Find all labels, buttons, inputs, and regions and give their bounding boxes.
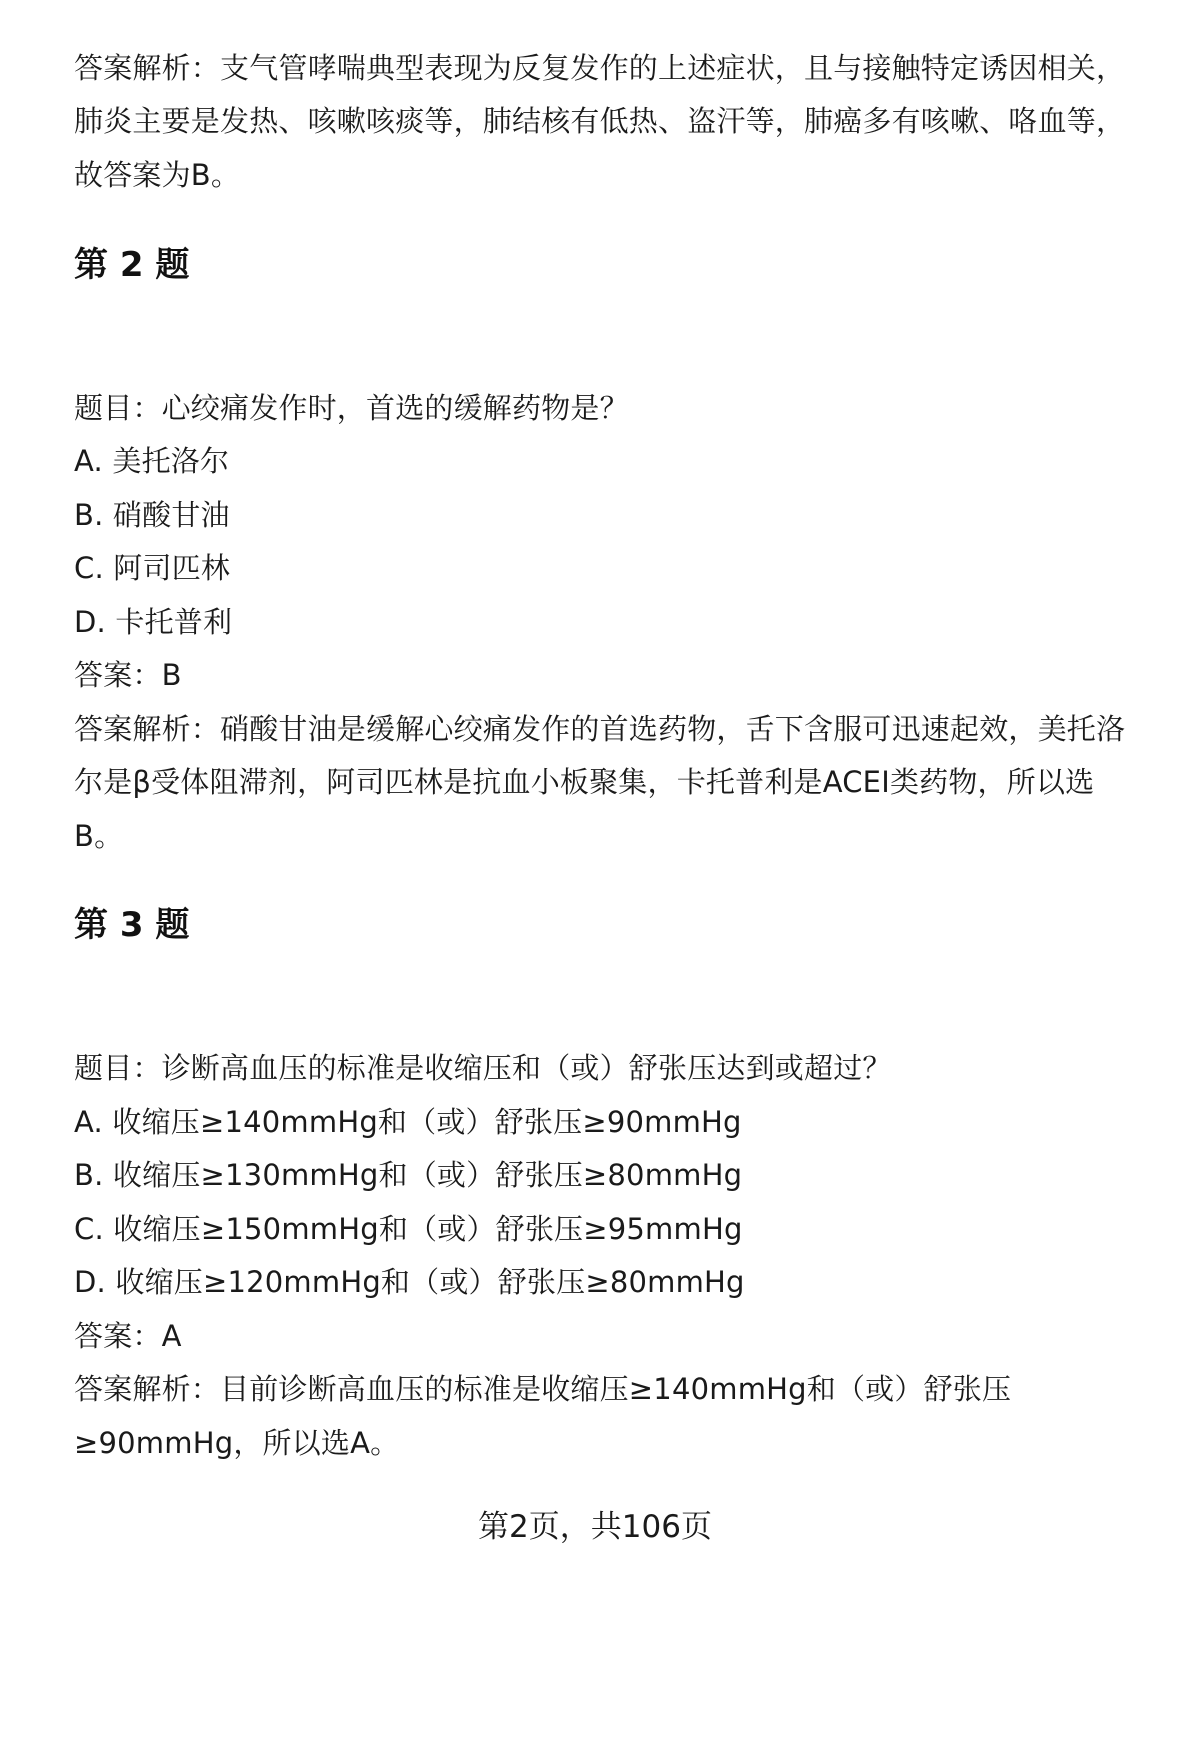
q2-explanation-line-1: 答案解析：硝酸甘油是缓解心绞痛发作的首选药物，舌下含服可迅速起效，美托洛: [74, 712, 1126, 746]
q3-heading: 第 3 题: [74, 905, 190, 945]
q3-answer: 答案：A: [74, 1319, 182, 1353]
q2-question: 题目：心绞痛发作时，首选的缓解药物是？: [74, 391, 629, 425]
q3-explanation-line-1: 答案解析：目前诊断高血压的标准是收缩压≥140mmHg和（或）舒张压: [74, 1372, 1012, 1406]
q2-option-c: C. 阿司匹林: [74, 551, 231, 585]
q2-option-a: A. 美托洛尔: [74, 444, 230, 478]
q1-explanation-line-2: 肺炎主要是发热、咳嗽咳痰等，肺结核有低热、盗汗等，肺癌多有咳嗽、咯血等，: [74, 104, 1126, 138]
q2-explanation-line-3: B。: [74, 819, 124, 853]
q3-explanation-line-2: ≥90mmHg，所以选A。: [74, 1426, 400, 1460]
q2-heading: 第 2 题: [74, 245, 190, 285]
q2-explanation-line-2: 尔是β受体阻滞剂，阿司匹林是抗血小板聚集，卡托普利是ACEI类药物，所以选: [74, 765, 1095, 799]
q2-option-b: B. 硝酸甘油: [74, 498, 230, 532]
page-number-footer: 第2页，共106页: [478, 1509, 712, 1545]
q1-explanation-line-1: 答案解析：支气管哮喘典型表现为反复发作的上述症状，且与接触特定诱因相关，: [74, 51, 1126, 85]
q3-option-c: C. 收缩压≥150mmHg和（或）舒张压≥95mmHg: [74, 1212, 743, 1246]
q3-option-a: A. 收缩压≥140mmHg和（或）舒张压≥90mmHg: [74, 1105, 742, 1139]
q3-option-b: B. 收缩压≥130mmHg和（或）舒张压≥80mmHg: [74, 1158, 743, 1192]
q3-option-d: D. 收缩压≥120mmHg和（或）舒张压≥80mmHg: [74, 1265, 745, 1299]
q2-option-d: D. 卡托普利: [74, 605, 233, 639]
q1-explanation-line-3: 故答案为B。: [74, 158, 241, 192]
q2-answer: 答案：B: [74, 658, 182, 692]
q3-question: 题目：诊断高血压的标准是收缩压和（或）舒张压达到或超过？: [74, 1051, 892, 1085]
